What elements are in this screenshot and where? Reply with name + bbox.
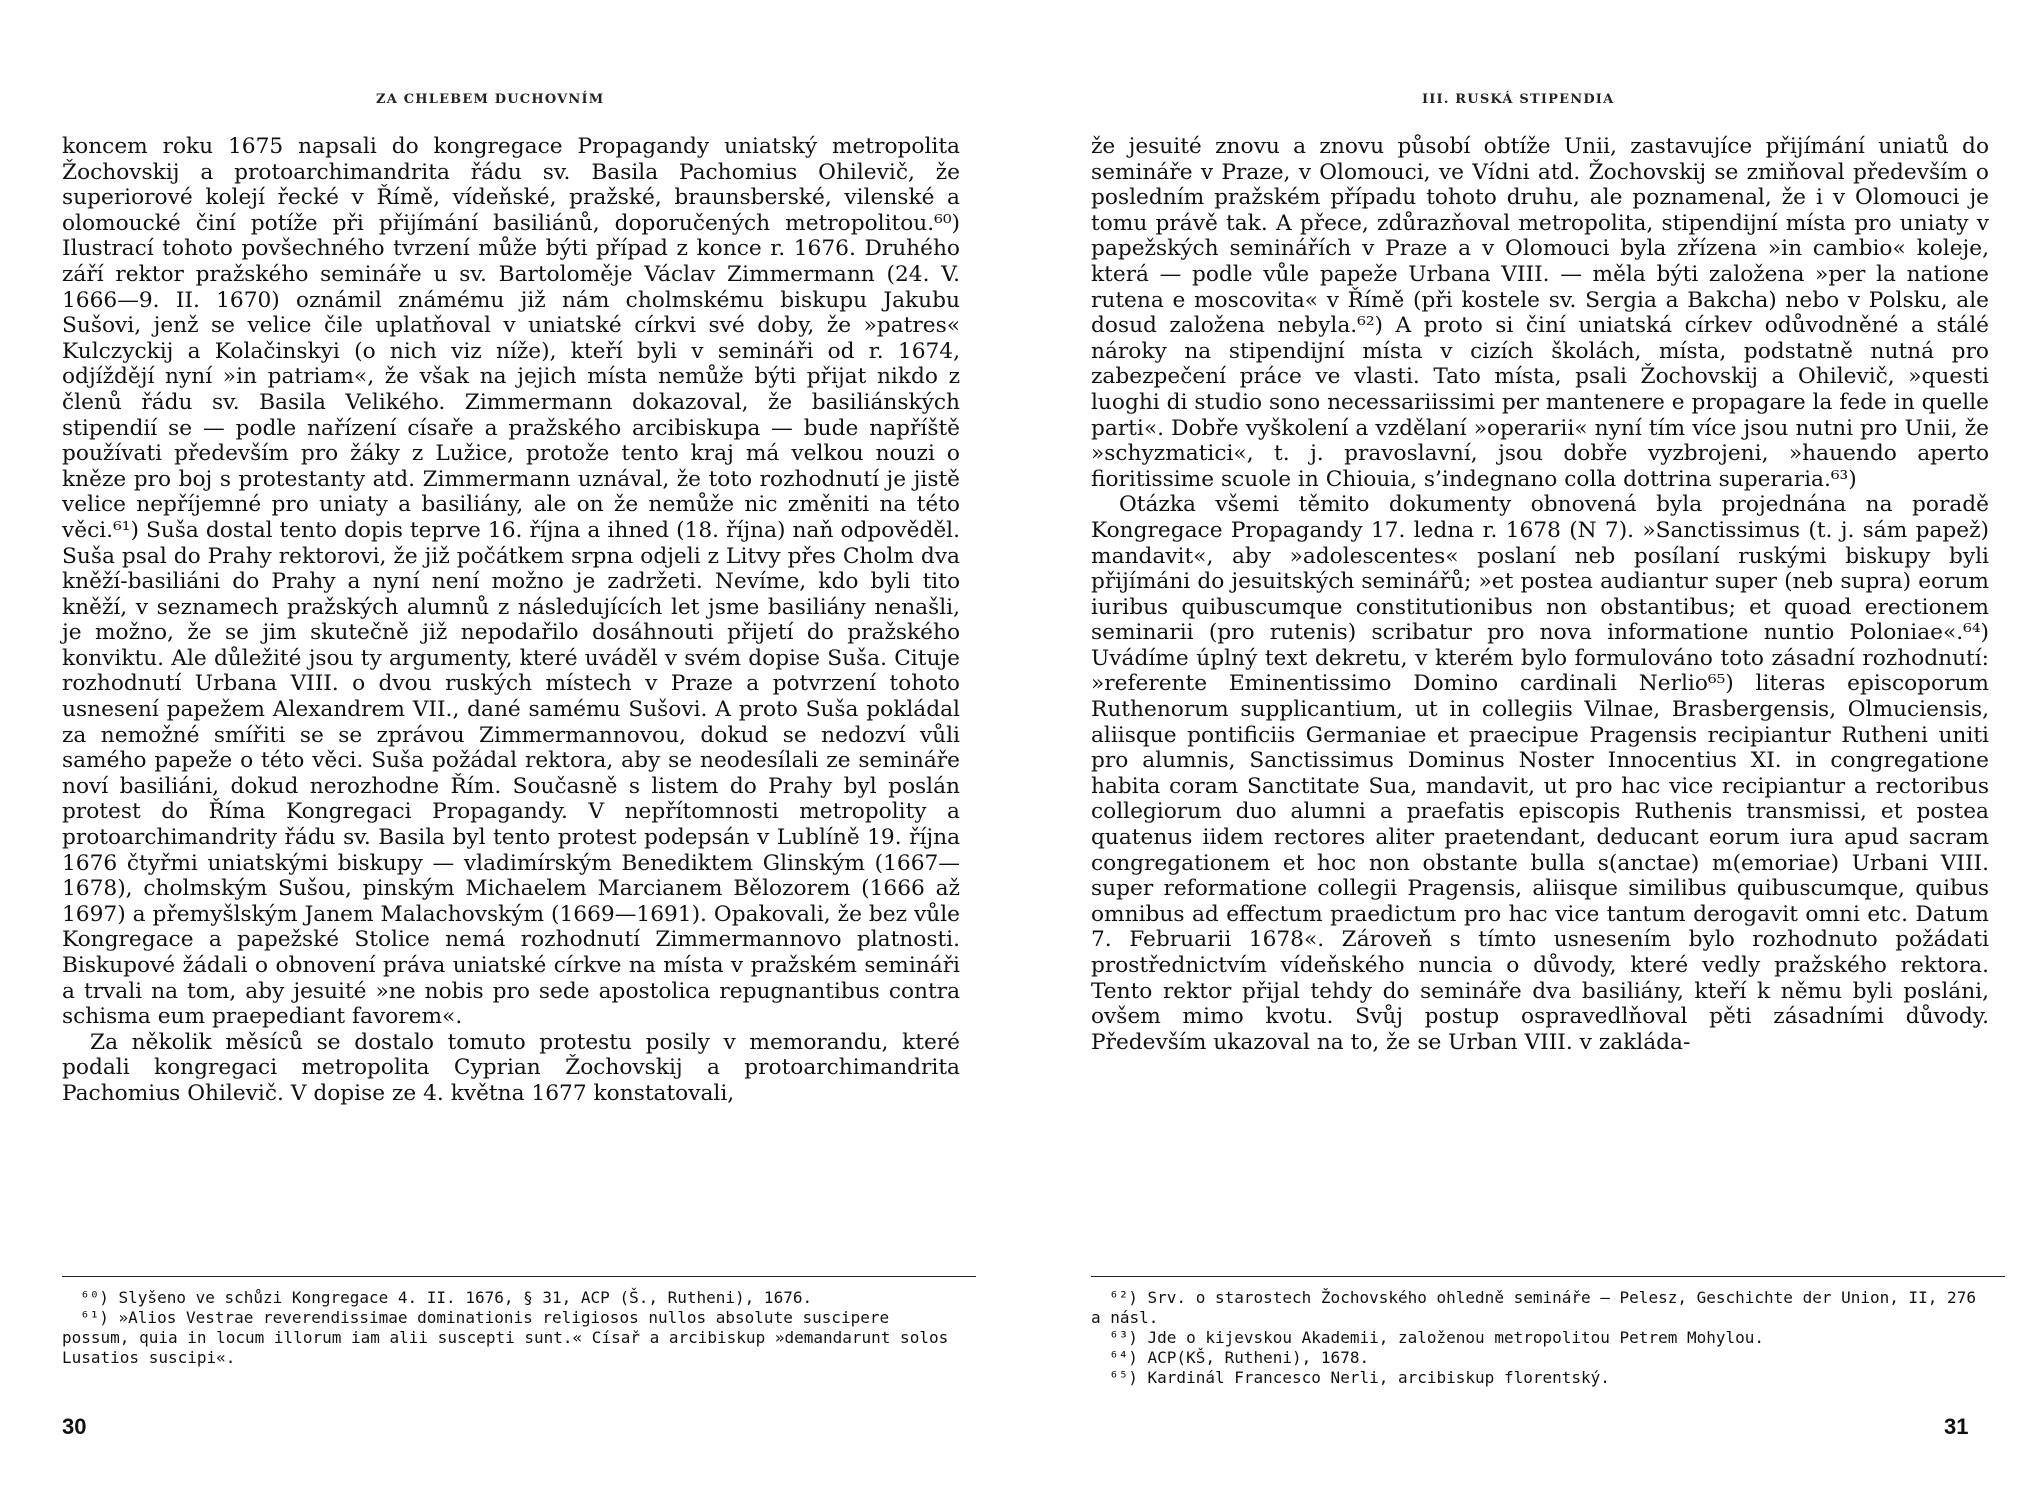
body-text-right: [1091, 134, 1989, 1055]
footnote-65: ⁶⁵) Kardinál Francesco Nerli, arcibiskup florentský.: [1109, 1368, 1610, 1387]
footnote-rule-right: [1091, 1276, 2005, 1277]
running-head-left: ZA CHLEBEM DUCHOVNÍM: [376, 92, 605, 107]
paragraph-left-2: Za několik měsíců se dostalo tomuto protestu posily v memorandu, které podali kongregaci metropolita Cyprian Žochovskij a protoarchimandrita Pachomius Ohilevič. V dopise ze 4. května 1677 konstatovali,: [62, 1029, 960, 1106]
page-number-right: 31: [1944, 1414, 1969, 1439]
paragraph-right-1: že jesuité znovu a znovu působí obtíže Unii, zastavujíce přijímání uniatů do semináře v Praze, v Olomouci, ve Vídni atd. Žochovskij se zmiňoval především o posledním pražském případu tohoto druhu, ale poznamenal, že i v Olomouci je tomu právě tak. A přece, zdůrazňoval metropolita, stipendijní místa pro uniaty v papežských seminářích v Praze a v Olomouci byla zřízena »in cambio« koleje, která — podle vůle papeže Urbana VIII. — měla býti založena »per la natione rutena e moscovita« v Římě (při kostele sv. Sergia a Bakcha) nebo v Polsku, ale dosud založena nebyla.⁶²) A proto si činí uniatská církev odůvodněné a stálé nároky na stipendijní místa v cizích školách, místa, podstatně nutná pro zabezpečení práce ve vlasti. Tato místa, psali Žochovskij a Ohilevič, »questi luoghi di studio sono necessariissimi per mantenere e propagare la fede in quelle parti«. Dobře vyškolení a vzdělaní »operarii« nyní tím více jsou nutni pro Unii, že »schyzmatici«, t. j. pravoslavní, jsou dobře vyzbrojeni, »hauendo aperto fioritissime scuole in Chiouia, s’indegnano colla dottrina superaria.⁶³): [1091, 134, 1989, 492]
footnote-rule-left: [62, 1276, 976, 1277]
footnote-63: ⁶³) Jde o kijevskou Akademii, založenou metropolitou Petrem Mohylou.: [1109, 1328, 1765, 1347]
footnotes-right: [1091, 1288, 1989, 1388]
footnote-60: ⁶⁰) Slyšeno ve schůzi Kongregace 4. II. 1676, § 31, ACP (Š., Rutheni), 1676.: [80, 1288, 813, 1307]
body-text-left: [62, 134, 960, 1107]
footnote-61: ⁶¹) »Alios Vestrae reverendissimae dominationis religiosos nullos absolute suscipere possum, quia in locum illorum iam alii suscepti sunt.« Císař a arcibiskup »demandarunt solos Lusatios suscipi«.: [62, 1308, 949, 1367]
paragraph-left-1: koncem roku 1675 napsali do kongregace Propagandy uniatský metropolita Žochovskij a protoarchimandrita řádu sv. Basila Pachomius Ohilevič, že superiorové kolejí řecké v Římě, vídeňské, pražské, braunsberské, vilenské a olomoucké činí potíže při přijímání basiliánů, doporučených metropolitou.⁶⁰) Ilustrací tohoto povšechného tvrzení může býti případ z konce r. 1676. Druhého září rektor pražského semináře u sv. Bartoloměje Václav Zimmermann (24. V. 1666—9. II. 1670) oznámil známému již nám cholmskému biskupu Jakubu Sušovi, jenž se velice čile uplatňoval v uniatské církvi své doby, že »patres« Kulczyckij a Kolačinskyi (o nich viz níže), kteří byli v semináři od r. 1674, odjíždějí nyní »in patriam«, že však na jejich místa nemůže býti přijat nikdo z členů řádu sv. Basila Velikého. Zimmermann dokazoval, že basiliánských stipendií se — podle nařízení císaře a pražského arcibiskupa — bude napříště používati především pro žáky z Lužice, protože tento kraj má velkou nouzi o kněze pro boj s protestanty atd. Zimmermann uznával, že toto rozhodnutí je jistě velice nepříjemné pro uniaty a basiliány, ale on že nemůže nic změniti na této věci.⁶¹) Suša dostal tento dopis teprve 16. října a ihned (18. října) naň odpověděl. Suša psal do Prahy rektorovi, že již počátkem srpna odjeli z Litvy přes Cholm dva kněží-basiliáni do Prahy a nyní není možno je zadržeti. Nevíme, kdo byli tito kněží, v seznamech pražských alumnů z následujících let jsme basiliány nenašli, je možno, že se jim skutečně již nepodařilo dosáhnouti přijetí do pražského konviktu. Ale důležité jsou ty argumenty, které uváděl v svém dopise Suša. Cituje rozhodnutí Urbana VIII. o dvou ruských místech v Praze a potvrzení tohoto usnesení papežem Alexandrem VII., dané samému Sušovi. A proto Suša pokládal za nemožné smířiti se se zprávou Zimmermannovou, dokud se nedozví vůli samého papeže o této věci. Suša požádal rektora, aby se neodesílali ze semináře noví basiliáni, dokud nerozhodne Řím. Současně s listem do Prahy byl poslán protest do Říma Kongregaci Propagandy. V nepřítomnosti metropolity a protoarchimandrity řádu sv. Basila byl tento protest podepsán v Lublíně 19. října 1676 čtyřmi uniatskými biskupy — vladimírským Benediktem Glinským (1667—1678), cholmským Sušou, pinským Michaelem Marcianem Bělozorem (1666 až 1697) a přemyšlským Janem Malachovským (1669—1691). Opakovali, že bez vůle Kongregace a papežské Stolice nemá rozhodnutí Zimmermannovo platnosti. Biskupové žádali o obnovení práva uniatské církve na místa v pražském semináři a trvali na tom, aby jesuité »ne nobis pro sede apostolica repugnantibus contra schisma eum praepediant favorem«.: [62, 134, 960, 1030]
page-number-left: 30: [62, 1414, 87, 1439]
right-page: [1017, 0, 2034, 1500]
paragraph-right-2: Otázka všemi těmito dokumenty obnovená byla projednána na poradě Kongregace Propagandy 17. ledna r. 1678 (N 7). »Sanctissimus (t. j. sám papež) mandavit«, aby »adolescentes« poslaní neb posílaní ruskými biskupy byli přijímáni do jesuitských seminářů; »et postea audiantur super (neb supra) eorum iuribus quibuscumque constitutionibus non obstantibus; et quoad erectionem seminarii (pro rutenis) scribatur pro nova informatione nuntio Poloniae«.⁶⁴) Uvádíme úplný text dekretu, v kterém bylo formulováno toto zásadní rozhodnutí: »referente Eminentissimo Domino cardinali Nerlio⁶⁵) literas episcoporum Ruthenorum supplicantium, ut in collegiis Vilnae, Brasbergensis, Olmuciensis, aliisque pontificiis Germaniae et praecipue Pragensis recipiantur Rutheni uniti pro alumnis, Sanctissimus Dominus Noster Innocentius XI. in congregatione habita coram Sanctitate Sua, mandavit, ut pro hac vice recipiantur a rectoribus collegiorum duo alumni a praefatis episcopis Ruthenis transmissi, et postea quatenus iidem rectores aliter praetendant, deducant eorum iura apud sacram congregationem et hoc non obstante bulla s(anctae) m(emoriae) Urbani VIII. super reformatione collegii Pragensis, aliisque similibus quibuscumque, quibus omnibus ad effectum praedictum pro hac vice tantum derogavit omni etc. Datum 7. Februarii 1678«. Zároveň s tímto usnesením bylo rozhodnuto požádati prostřednictvím vídeňského nuncia o důvody, které vedly pražského rektora. Tento rektor přijal tehdy do semináře dva basiliány, kteří k němu byli posláni, ovšem mimo kvotu. Svůj postup ospravedlňoval pěti zásadními důvody. Především ukazoval na to, že se Urban VIII. v zakláda-: [1091, 492, 1989, 1055]
footnote-62: ⁶²) Srv. o starostech Žochovského ohledně semináře — Pelesz, Geschichte der Union, II, 276 a násl.: [1091, 1288, 1976, 1327]
running-head-right: III. RUSKÁ STIPENDIA: [1422, 92, 1615, 107]
footnote-64: ⁶⁴) ACP(KŠ, Rutheni), 1678.: [1109, 1348, 1370, 1367]
footnotes-left: [62, 1288, 960, 1368]
